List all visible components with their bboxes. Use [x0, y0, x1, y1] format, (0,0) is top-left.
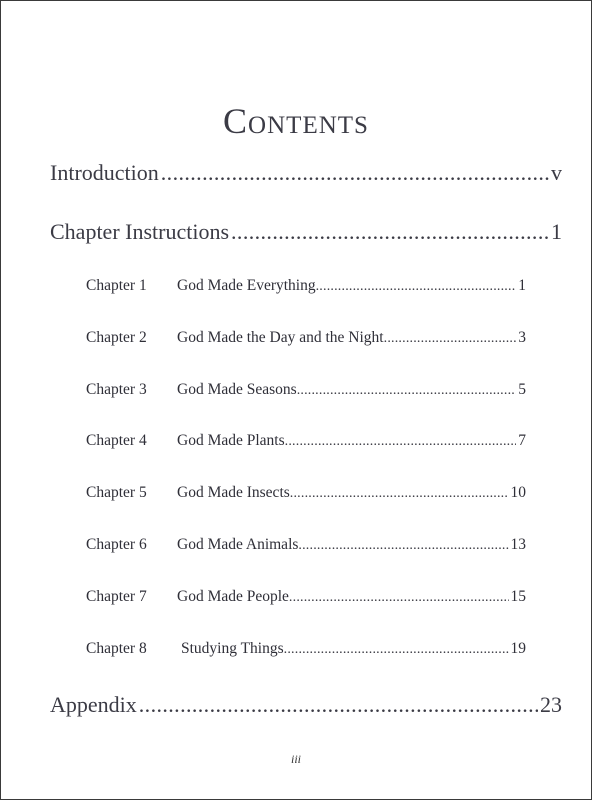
toc-chapter-4[interactable] [86, 432, 526, 450]
chapter-title: Studying Things [181, 640, 284, 657]
dot-leader [316, 277, 517, 295]
chapter-number: Chapter 7 [86, 588, 147, 605]
chapter-page: 1 [518, 277, 526, 294]
toc-chapter-6[interactable] [86, 536, 526, 554]
chapter-page: 13 [510, 536, 526, 553]
toc-entry-chapter-instructions[interactable] [50, 219, 562, 245]
chapter-page: 10 [510, 484, 526, 501]
toc-chapter-3[interactable] [86, 381, 526, 399]
dot-leader [284, 640, 509, 658]
toc-entry-label: Introduction [50, 160, 159, 185]
toc-chapter-2[interactable] [86, 329, 526, 347]
chapter-page: 5 [518, 381, 526, 398]
toc-entry-page: 1 [551, 219, 562, 244]
toc-chapter-1[interactable] [86, 277, 526, 295]
chapter-page: 3 [518, 329, 526, 346]
dot-leader [161, 160, 549, 186]
chapter-number: Chapter 1 [86, 277, 147, 294]
toc-entry-label: Appendix [50, 692, 137, 717]
page-number: iii [290, 752, 301, 766]
chapter-page: 15 [510, 588, 526, 605]
chapter-page: 19 [510, 640, 526, 657]
chapter-number: Chapter 3 [86, 381, 147, 398]
chapter-number: Chapter 2 [86, 329, 147, 346]
chapter-title: God Made Insects [177, 484, 290, 501]
dot-leader [298, 536, 508, 554]
toc-chapter-7[interactable] [86, 588, 526, 606]
chapter-title: God Made the Day and the Night [177, 329, 384, 346]
dot-leader [285, 432, 517, 450]
chapter-title: God Made Plants [177, 432, 285, 449]
dot-leader [297, 381, 517, 399]
toc-chapter-5[interactable] [86, 484, 526, 502]
toc-entry-page: v [551, 160, 562, 185]
toc-entry-appendix[interactable] [50, 692, 562, 718]
toc-entry-introduction[interactable] [50, 160, 562, 186]
dot-leader [384, 329, 517, 347]
chapter-title: God Made Animals [177, 536, 299, 553]
toc-entry-page: 23 [540, 692, 562, 717]
chapter-page: 7 [518, 432, 526, 449]
dot-leader [139, 692, 538, 718]
dot-leader [289, 588, 509, 606]
chapter-number: Chapter 6 [86, 536, 147, 553]
toc-entry-label: Chapter Instructions [50, 219, 230, 244]
chapter-number: Chapter 5 [86, 484, 147, 501]
chapter-title: God Made Everything [177, 277, 316, 294]
chapter-title: God Made People [177, 588, 289, 605]
contents-title: Contents [223, 101, 369, 141]
chapter-number: Chapter 8 [86, 640, 147, 657]
dot-leader [231, 219, 549, 245]
chapter-title: God Made Seasons [177, 381, 297, 398]
chapter-number: Chapter 4 [86, 432, 147, 449]
dot-leader [290, 484, 509, 502]
toc-chapter-8[interactable] [86, 640, 526, 658]
